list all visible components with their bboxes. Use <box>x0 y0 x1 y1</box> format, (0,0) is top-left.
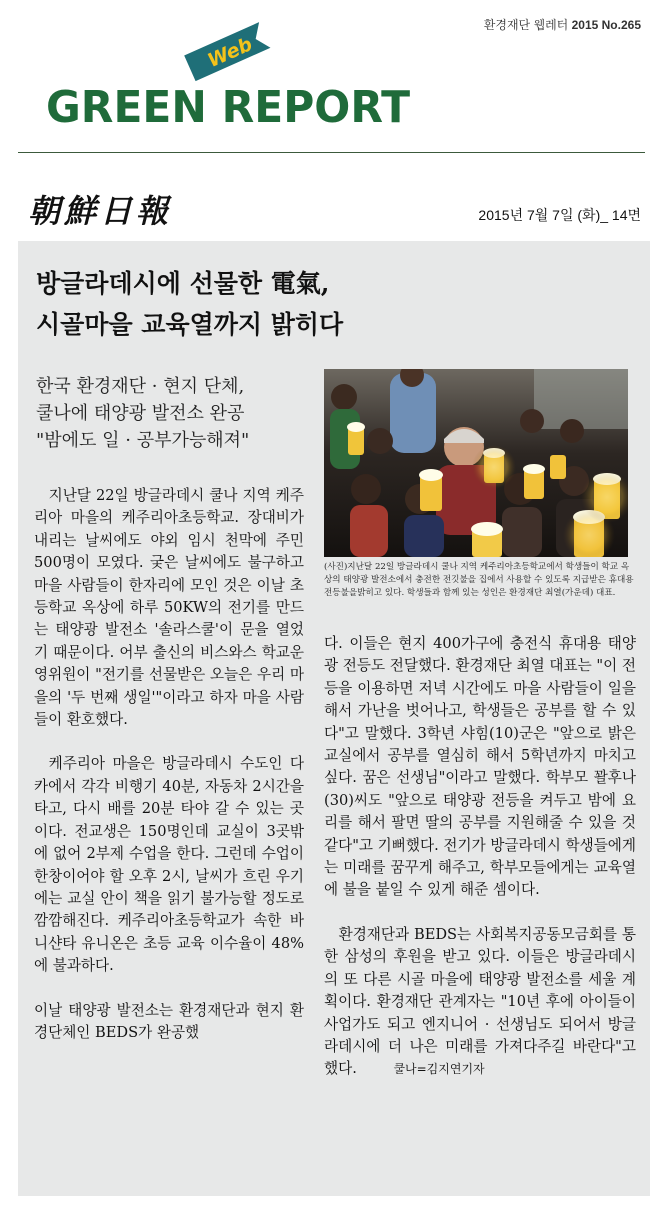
issue-number: 2015 No.265 <box>571 18 641 32</box>
article-paragraph: 지난달 22일 방글라데시 쿨나 지역 케주리아 마을의 케주리아초등학교. 장대비가 내리는 날씨에도 야외 임시 천막에 주민 500명이 모였다. 궂은 날씨에도 불구하고 마을 사람들이 한자리에 모인 것은 이날 초등학교 옥상에 하루 50KW의 전기를 만드는 태양광 발전소 '솔라스쿨'이 문을 열었기 때문이다. 어부 출신의 비스와스 학교운영위원이 "전기를 선물받은 오늘은 우리 마을의 '두 번째 생일'"이라고 하자 마을 사람들이 환호했다. <box>34 487 304 729</box>
green-report-logo[interactable] <box>46 22 426 132</box>
issue-label: 환경재단 웹레터 <box>483 18 569 32</box>
article-paragraph-text: 환경재단과 BEDS는 사회복지공동모금회를 통한 삼성의 후원을 받고 있다. 이들은 방글라데시의 또 다른 시골 마을에 태양광 발전소를 세울 계획이다. 환경재단 관계자는 "10년 후에 아이들이 사업가도 되고 엔지니어 · 선생님도 되어서 방글라데시에 더 나은 미래를 가져다주길 바란다"고 했다. <box>324 925 636 1078</box>
article-paragraph <box>324 924 636 1081</box>
logo-wordmark: GREEN REPORT <box>46 82 410 132</box>
publication-date: 2015년 7월 7일 (화)_ 14면 <box>478 207 641 223</box>
newspaper-masthead: 朝鮮日報 <box>28 192 173 230</box>
article-photo <box>324 369 628 557</box>
subhead-line: 한국 환경재단 · 현지 단체, <box>36 376 245 397</box>
subhead-line: 쿨나에 태양광 발전소 완공 <box>36 403 245 424</box>
subhead-line: "밤에도 일 · 공부가능해져" <box>36 430 250 451</box>
article-paragraph: 이날 태양광 발전소는 환경재단과 현지 환경단체인 BEDS가 완공했 <box>34 1001 304 1041</box>
web-badge-text: Web <box>204 33 256 73</box>
article-panel <box>18 241 650 1196</box>
article-subheadline <box>36 373 326 454</box>
photo-caption: (사진)지난달 22일 방글라데시 쿨나 지역 케주리아초등학교에서 학생들이 학교 옥상의 태양광 발전소에서 충전한 전깃불을 집에서 사용할 수 있도록 지급받은 휴대용 전등불을밝히고 있다. 학생들과 함께 있는 성인은 환경재단 최열(가운데) 대표. <box>324 562 634 598</box>
article-column-right <box>324 633 636 1103</box>
headline-line: 방글라데시에 선물한 電氣, <box>36 269 330 298</box>
issue-info <box>484 16 641 33</box>
article-column-left <box>34 485 304 1066</box>
article-byline: 쿨나=김지연기자 <box>393 1062 485 1077</box>
header-divider <box>18 152 645 153</box>
article-paragraph: 다. 이들은 현지 400가구에 충전식 휴대용 태양광 전등도 전달했다. 환경재단 최열 대표는 "이 전등을 이용하면 저녁 시간에도 마을 사람들이 일을 해서 가난을 벗어나고, 학생들은 공부를 할 수 있다"고 말했다. 3학년 샤힘(10)군은 "앞으로 밝은 교실에서 공부를 열심히 해서 5학년까지 마치고 싶다. 꿈은 선생님"이라고 말했다. 학부모 꽐후나(30)씨도 "앞으로 태양광 전등을 켜두고 밤에 요리를 해서 팔면 딸의 공부를 지원해줄 수 있을 것 같다"고 기뻐했다. 전기가 방글라데시 학생들에게는 미래를 꿈꾸게 해주고, 학부모들에게는 교육열에 불을 붙일 수 있게 해준 셈이다. <box>324 635 636 899</box>
headline-line: 시골마을 교육열까지 밝히다 <box>36 310 344 339</box>
article-headline <box>36 263 636 345</box>
article-paragraph: 케주리아 마을은 방글라데시 수도인 다카에서 각각 비행기 40분, 자동차 2시간을 타고, 다시 배를 20분 타야 갈 수 있는 곳이다. 전교생은 150명인데 교실이 3곳밖에 없어 2부제 수업을 한다. 그런데 수업이 한창이어야 할 오후 2시, 날씨가 흐린 우기에는 교실 안이 책을 읽기 불가능할 정도로 깜깜해진다. 케주리아초등학교가 속한 바니샨타 유니온은 초등 교육 이수율이 48%에 불과하다. <box>34 755 304 975</box>
